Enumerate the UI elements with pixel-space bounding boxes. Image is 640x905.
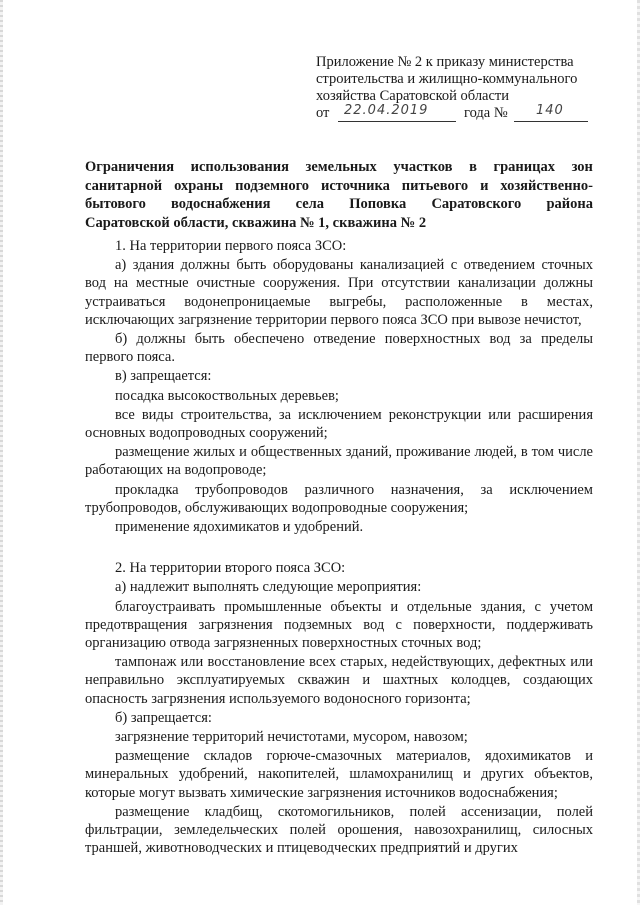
handwritten-date: 22.04.2019 [344, 103, 429, 118]
title-word: водоснабжения [171, 196, 271, 212]
section-1-c-item: применение ядохимикатов и удобрений. [115, 519, 364, 536]
section-2-item-b-label: б) запрещается: [115, 709, 212, 726]
number-underline [514, 121, 588, 122]
title-word: Поповка [349, 196, 407, 212]
section-2-a-item: благоустраивать промышленные объекты и отдельные здания, с учетом предотвращения загрязнения подземных вод с поверхности, поддерживать организацию отвода загрязненных поверхностных сточных вод; [85, 598, 593, 652]
handwritten-number: 140 [536, 103, 564, 118]
title-word: зон [571, 159, 593, 175]
date-underline [338, 121, 456, 122]
title-word: Ограничения [85, 159, 175, 175]
appendix-line-1: Приложение № 2 к приказу министерства [316, 54, 574, 70]
section-gap [85, 537, 593, 559]
title-line-2 [85, 177, 593, 196]
year-label: года № [464, 105, 508, 121]
document-title [85, 158, 593, 232]
title-word: участков [393, 159, 453, 175]
section-2-heading: 2. На территории второго пояса ЗСО: [115, 560, 346, 577]
section-1-c-item: посадка высокоствольных деревьев; [115, 387, 339, 404]
section-2-b-item: размещение кладбищ, скотомогильников, полей ассенизации, полей фильтрации, земледельческих полей орошения, навозохранилищ, силосных траншей, животноводческих и птицеводческих предприятий и других [85, 803, 593, 857]
appendix-line-3: хозяйства Саратовской области [316, 88, 510, 104]
appendix-date-number-row [316, 105, 606, 125]
document-body [85, 237, 593, 859]
title-word: села [295, 196, 325, 212]
title-line-4: Саратовской области, скважина № 1, скважина № 2 [85, 214, 427, 231]
section-2-item-a-label: а) надлежит выполнять следующие мероприятия: [115, 579, 422, 596]
section-1-item-a: а) здания должны быть оборудованы канализацией с отведением сточных вод на местные очистные сооружения. При отсутствии канализации должны устраиваться водонепроницаемые выгребы, расположенные в местах, исключающих загрязнение территории первого пояса ЗСО при вывозе нечистот, [85, 257, 593, 328]
title-word: источника [320, 177, 390, 194]
title-word: хозяйственно- [500, 177, 593, 194]
section-1-c-item: прокладка трубопроводов различного назначения, за исключением трубопроводов, обслуживающих водопроводные сооружения; [85, 481, 593, 516]
section-1-c-item: размещение жилых и общественных зданий, проживание людей, в том числе работающих на водопроводе; [85, 444, 593, 479]
section-2-b-item: загрязнение территорий нечистотами, мусором, навозом; [115, 729, 468, 746]
appendix-header [316, 54, 606, 125]
section-2-b-item: размещение складов горюче-смазочных материалов, ядохимикатов и минеральных удобрений, накопителей, шламохранилищ и других объектов, которые могут вызвать химические загрязнения источников водоснабжения; [85, 748, 593, 801]
title-word: питьевого [401, 177, 469, 194]
appendix-line-2: строительства и жилищно-коммунального [316, 71, 578, 87]
title-word: охраны [174, 177, 224, 194]
from-label: от [316, 105, 330, 121]
title-word: использования [190, 159, 289, 175]
title-word: в [469, 159, 477, 175]
section-1-c-item: все виды строительства, за исключением реконструкции или расширения основных водопроводных сооружений; [85, 406, 593, 442]
section-1-item-c-label: в) запрещается: [115, 368, 212, 385]
title-word: и [480, 177, 489, 194]
section-1-item-b: б) должны быть обеспечено отведение поверхностных вод за пределы первого пояса. [85, 331, 593, 366]
section-2-a-item: тампонаж или восстановление всех старых, недействующих, дефектных или неправильно эксплуатируемых скважин и шахтных колодцев, создающих опасность загрязнения используемого водоносного горизонта; [85, 654, 593, 707]
title-line-1 [85, 158, 593, 177]
title-word: района [546, 196, 593, 212]
title-word: границах [493, 159, 555, 175]
title-word: бытового [85, 196, 146, 212]
title-word: земельных [305, 159, 377, 175]
title-word: Саратовского [431, 196, 522, 212]
title-line-3 [85, 195, 593, 214]
title-word: санитарной [85, 177, 163, 194]
section-1-heading: 1. На территории первого пояса ЗСО: [115, 238, 347, 254]
scan-edge-left [0, 0, 3, 905]
title-word: подземного [235, 177, 310, 194]
